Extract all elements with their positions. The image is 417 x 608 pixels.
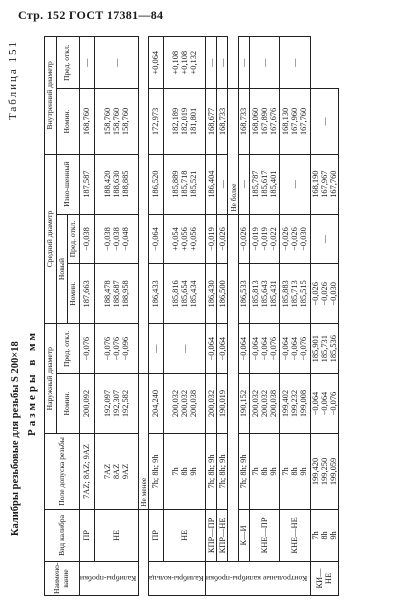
table-row (239, 37, 250, 596)
middle-nominal-value: 185,713 (290, 280, 300, 308)
outer-deviation-value: −0,064 (260, 336, 270, 361)
tolerance-field-value: 7h; 8h; 9h (239, 454, 249, 489)
tolerance-field-value: 7h; 8h; 9h (206, 454, 216, 489)
middle-worn (206, 154, 217, 214)
tolerance-field-value: 9h (189, 467, 199, 476)
tolerance-field-value: 8AZ (111, 463, 121, 480)
header-outer: Наружный диаметр (45, 324, 57, 434)
inner-nominal-value: 167,760 (328, 170, 338, 198)
middle-nominal (95, 264, 139, 324)
outer-deviation-value: −0,076 (299, 336, 309, 361)
middle-deviation (163, 214, 206, 264)
header-inner-nomin: Номин. (56, 89, 79, 154)
middle-deviation-value: −0,019 (260, 227, 270, 251)
calibre-type: КНЕ—ПР (249, 509, 279, 561)
middle-deviation-value: +0,056 (189, 227, 199, 251)
tolerance-field-value: 9AZ (120, 463, 130, 480)
middle-worn-value: — (239, 179, 249, 189)
inner-nominal-value: 181,801 (189, 107, 199, 136)
outer-nominal (280, 374, 310, 434)
middle-deviation-value: −0,026 (290, 227, 300, 251)
middle-deviation (310, 264, 338, 324)
outer-nominal-value: 204,240 (151, 389, 161, 418)
inner-nominal-value: 168,760 (82, 107, 92, 136)
table-row (310, 37, 338, 596)
inner-deviation (206, 37, 217, 89)
inner-deviation-value: +0,064 (151, 50, 161, 75)
marker-filler (138, 509, 148, 595)
calibre-table (44, 36, 339, 596)
outer-deviation (280, 324, 310, 374)
outer-deviation (206, 324, 217, 374)
outer-deviation-value: −0,076 (82, 336, 92, 361)
outer-deviation-value: — (180, 344, 190, 353)
middle-deviation (239, 214, 250, 264)
outer-nominal-value: 192,307 (111, 389, 121, 418)
inner-nominal (249, 89, 279, 154)
middle-deviation-value: −0,019 (206, 227, 216, 251)
header-mid-nomin: Номин. (68, 264, 80, 324)
middle-worn-value: 186,404 (206, 170, 216, 198)
outer-nominal-value: 192,582 (120, 389, 130, 418)
inner-nominal-value: 167,967 (319, 170, 329, 198)
inner-nominal (95, 89, 139, 154)
middle-deviation-value: −0,022 (269, 227, 279, 251)
outer-nominal-value: 199,250 (319, 457, 329, 486)
inner-deviation (217, 37, 228, 89)
inner-nominal-value: 167,960 (290, 107, 300, 136)
inner-nominal-value: 167,890 (260, 107, 270, 136)
calibre-type: ПР (79, 509, 95, 561)
middle-nominal (163, 264, 206, 324)
middle-nominal-value: 186,433 (151, 280, 161, 308)
tolerance-field-value: 7h (310, 531, 320, 540)
inner-deviation-value: +0,108 (171, 50, 181, 75)
outer-deviation-value: −0,076 (111, 336, 121, 361)
middle-nominal-value: 188,478 (102, 280, 112, 308)
middle-worn (163, 154, 206, 214)
group-label-g1 (79, 562, 138, 596)
marker-filler (228, 214, 239, 561)
inner-deviation-value: — (82, 58, 92, 67)
tolerance-field-value: 7h (171, 467, 181, 476)
middle-worn-value: 185,718 (180, 170, 190, 198)
middle-nominal (280, 264, 310, 324)
outer-deviation-value: −0,064 (310, 391, 320, 416)
table-body (79, 37, 338, 596)
tolerance-field (217, 434, 228, 510)
tolerance-field-value: 7h (281, 467, 291, 476)
outer-deviation-value: — (151, 344, 161, 353)
middle-deviation-value: +0,054 (171, 227, 181, 251)
outer-nominal (310, 434, 338, 510)
inner-nominal (280, 89, 310, 154)
inner-deviation-value: +0,132 (189, 50, 199, 75)
tolerance-field (79, 434, 95, 510)
calibre-type: К—И (239, 509, 250, 561)
outer-deviation (95, 324, 139, 374)
marker-row (138, 37, 148, 596)
tolerance-field (163, 434, 206, 510)
middle-nominal-value: 185,731 (319, 335, 329, 363)
middle-deviation-value: −0,048 (120, 227, 130, 251)
middle-worn (95, 154, 139, 214)
rotated-content (4, 36, 384, 596)
table-row (280, 37, 310, 596)
tolerance-field (148, 434, 163, 510)
middle-deviation-value: −0,026 (239, 227, 249, 251)
middle-nominal-value: 188,958 (120, 280, 130, 308)
outer-nominal (79, 374, 95, 434)
inner-nominal-value: 168,733 (239, 107, 249, 136)
middle-worn-value: 188,885 (120, 170, 130, 198)
header-pole: Поле допуска резьбы (45, 434, 80, 510)
inner-nominal-value: 168,130 (281, 107, 291, 136)
middle-worn (79, 154, 95, 214)
outer-nominal (249, 374, 279, 434)
header-outer-nomin: Номин. (56, 374, 79, 434)
header-noviy: Новый (56, 214, 68, 324)
outer-nominal-value: 199,008 (299, 389, 309, 418)
inner-nominal-value: 182,189 (171, 107, 181, 136)
outer-deviation (163, 324, 206, 374)
middle-worn (310, 214, 338, 264)
middle-worn (249, 154, 279, 214)
tolerance-field-value: 9h (328, 531, 338, 540)
outer-deviation-value: −0,064 (281, 336, 291, 361)
tolerance-field (249, 434, 279, 510)
middle-deviation-value: −0,019 (251, 227, 261, 251)
inner-deviation-value: +0,108 (180, 50, 190, 75)
outer-deviation-value: −0,076 (102, 336, 112, 361)
inner-deviation (280, 37, 310, 89)
middle-nominal-value: 185,901 (310, 335, 320, 363)
marker-row (228, 37, 239, 596)
tolerance-field (95, 434, 139, 510)
inner-nominal-value: 158,760 (111, 107, 121, 136)
tolerance-field-value: 7AZ; 8AZ; 9AZ (82, 444, 92, 499)
middle-nominal-value: 185,515 (299, 280, 309, 308)
outer-nominal-value: 200,032 (251, 389, 261, 418)
outer-nominal-value: 190,019 (217, 389, 227, 418)
middle-deviation (249, 214, 279, 264)
middle-nominal-value: 188,687 (111, 280, 121, 308)
table-row (249, 37, 279, 596)
middle-deviation (79, 214, 95, 264)
middle-worn-value: — (290, 179, 300, 189)
outer-deviation (239, 324, 250, 374)
middle-nominal-value: 186,430 (206, 280, 216, 308)
middle-nominal-value: 185,654 (180, 280, 190, 308)
middle-nominal (79, 264, 95, 324)
middle-nominal-value: 185,431 (269, 280, 279, 308)
header-inner: Внутренний диаметр (45, 37, 57, 155)
group-label-g2 (148, 562, 206, 596)
middle-nominal-value: 185,883 (281, 280, 291, 308)
outer-deviation-value: −0,064 (290, 336, 300, 361)
tolerance-field-value: 7AZ (102, 463, 112, 480)
tolerance-field (206, 434, 217, 510)
inner-nominal-value: 158,760 (102, 107, 112, 136)
middle-deviation-value: −0,026 (319, 282, 329, 306)
calibre-type: КПР—НЕ (217, 509, 228, 561)
inner-nominal-value: 167,676 (269, 107, 279, 136)
middle-nominal-value: 186,533 (239, 280, 249, 308)
outer-nominal-value: 190,152 (239, 389, 249, 418)
outer-nominal-value: 200,032 (206, 389, 216, 418)
middle-deviation (217, 214, 228, 264)
calibre-type: ПР (148, 509, 163, 561)
table-subtitle: Размеры в мм (26, 330, 38, 436)
group-label-g3 (206, 562, 310, 596)
middle-deviation-value: −0,026 (310, 282, 320, 306)
middle-worn (280, 154, 310, 214)
outer-nominal-value: 200,032 (260, 389, 270, 418)
middle-nominal-value: 185,434 (189, 280, 199, 308)
outer-nominal-value: 199,232 (290, 389, 300, 418)
table-head (45, 37, 80, 596)
outer-nominal-value: 200,038 (269, 389, 279, 418)
group-label-text: Калибры-кольца (148, 574, 204, 584)
outer-nominal-value: 192,097 (102, 389, 112, 418)
middle-worn-value: 185,889 (171, 170, 181, 198)
outer-deviation (79, 324, 95, 374)
outer-deviation-value: −0,064 (206, 336, 216, 361)
outer-deviation (310, 374, 338, 434)
outer-deviation-value: −0,076 (328, 391, 338, 416)
middle-nominal-value: 185,816 (171, 280, 181, 308)
table-row (148, 37, 163, 596)
inner-deviation (95, 37, 139, 89)
marker-ne_bolee: Не более (228, 89, 239, 214)
header-outer-pred: Пред. откл. (56, 324, 79, 374)
header-vid: Вид калибра (45, 509, 80, 561)
outer-deviation-value: −0,064 (217, 336, 227, 361)
outer-deviation-value: −0,076 (269, 336, 279, 361)
inner-nominal-value: 168,733 (217, 107, 227, 136)
tolerance-field (280, 434, 310, 510)
inner-nominal (217, 89, 228, 154)
inner-nominal-value: 158,760 (120, 107, 130, 136)
header-inner-pred: Пред. откл. (56, 37, 79, 89)
inner-deviation-value: — (206, 58, 216, 67)
middle-deviation-value: −0,030 (328, 282, 338, 306)
outer-deviation-value: −0,096 (120, 336, 130, 361)
middle-worn-value: 185,521 (189, 170, 199, 198)
tolerance-field-value: 8h (260, 467, 270, 476)
inner-nominal (79, 89, 95, 154)
tolerance-field-value: 9h (299, 467, 309, 476)
inner-nominal (163, 89, 206, 154)
header-naim: Наимено-вание (45, 562, 80, 596)
middle-nominal (239, 264, 250, 324)
outer-deviation (148, 324, 163, 374)
inner-deviation (148, 37, 163, 89)
middle-nominal (249, 264, 279, 324)
middle-worn-value: — (319, 234, 329, 244)
middle-worn-value: 185,787 (251, 170, 261, 198)
header-mid-pred: Пред. откл. (68, 214, 80, 264)
outer-nominal-value: 199,402 (281, 389, 291, 418)
calibre-type: НЕ (95, 509, 139, 561)
outer-deviation-value: −0,064 (251, 336, 261, 361)
middle-deviation-value: −0,038 (102, 227, 112, 251)
outer-nominal (95, 374, 139, 434)
tolerance-field (239, 434, 250, 510)
middle-nominal-value: 186,500 (217, 280, 227, 308)
outer-deviation (249, 324, 279, 374)
inner-nominal (148, 89, 163, 154)
table-row (217, 37, 228, 596)
inner-deviation-value: — (111, 58, 121, 67)
header-middle: Средний диаметр (45, 154, 57, 324)
middle-nominal (217, 264, 228, 324)
table-row (79, 37, 95, 596)
middle-nominal-value: 187,663 (82, 280, 92, 308)
outer-nominal (206, 374, 217, 434)
header-iznosh: Изно-шенный (56, 154, 79, 214)
inner-deviation (163, 37, 206, 89)
middle-nominal (206, 264, 217, 324)
calibre-type: КНЕ—НЕ (280, 509, 310, 561)
inner-nominal-value: 172,973 (151, 107, 161, 136)
outer-deviation-value: −0,064 (319, 391, 329, 416)
tolerance-field-value: 7h; 8h; 9h (217, 454, 227, 489)
middle-deviation-value: +0,056 (180, 227, 190, 251)
table-row (95, 37, 139, 596)
middle-worn-value: 186,520 (151, 170, 161, 198)
middle-deviation-value: −0,064 (151, 227, 161, 251)
middle-deviation-value: −0,026 (217, 227, 227, 251)
group-label-text: Контрольные калибры-пробки (206, 574, 308, 584)
inner-deviation-value: — (260, 58, 270, 67)
middle-worn-value: 188,420 (102, 170, 112, 198)
inner-deviation (79, 37, 95, 89)
middle-worn-value: 185,617 (260, 170, 270, 198)
outer-deviation-value: −0,064 (239, 336, 249, 361)
middle-deviation-value: −0,030 (299, 227, 309, 251)
middle-worn (239, 154, 250, 214)
middle-deviation-value: −0,038 (111, 227, 121, 251)
marker-ne_menee: Не менее (138, 374, 148, 510)
inner-deviation-value: — (239, 58, 249, 67)
group-label-text: Калибры-пробки (79, 574, 136, 584)
middle-deviation (148, 214, 163, 264)
inner-deviation (239, 37, 250, 89)
inner-nominal (239, 89, 250, 154)
middle-worn-value: 188,630 (111, 170, 121, 198)
calibre-type: НЕ (163, 509, 206, 561)
table-row (163, 37, 206, 596)
outer-nominal (148, 374, 163, 434)
outer-nominal-value: 200,092 (82, 389, 92, 418)
middle-deviation-value: −0,026 (281, 227, 291, 251)
middle-nominal (310, 324, 338, 374)
inner-deviation-value: — (290, 58, 300, 67)
outer-nominal-value: 199,420 (310, 457, 320, 486)
inner-nominal (310, 154, 338, 214)
tolerance-field-value: 7h (251, 467, 261, 476)
middle-worn-value: 185,401 (269, 170, 279, 198)
inner-deviation (249, 37, 279, 89)
inner-nominal-value: 167,760 (299, 107, 309, 136)
calibre-type: КПР—ПР (206, 509, 217, 561)
tolerance-field-value: 7h; 8h; 9h (151, 454, 161, 489)
inner-nominal-value: 182,019 (180, 107, 190, 136)
outer-deviation (217, 324, 228, 374)
middle-deviation-value: −0,038 (82, 227, 92, 251)
inner-deviation-value: — (217, 58, 227, 67)
inner-deviation-value: — (319, 117, 329, 126)
tolerance-field-value: 9h (269, 467, 279, 476)
tolerance-field-value: 8h (180, 467, 190, 476)
outer-nominal-value: 199,059 (328, 457, 338, 486)
middle-worn-value: 187,587 (82, 170, 92, 198)
inner-nominal-value: 168,060 (251, 107, 261, 136)
middle-worn-value: — (217, 179, 227, 189)
table-title: Калибры резьбовые для резьбы S 200×18 (10, 341, 21, 536)
table-row (206, 37, 217, 596)
inner-nominal-value: 168,190 (310, 170, 320, 198)
outer-nominal (239, 374, 250, 434)
middle-deviation (280, 214, 310, 264)
outer-nominal-value: 200,038 (189, 389, 199, 418)
calibre-type: КИ—НЕ (310, 562, 338, 596)
middle-worn (148, 154, 163, 214)
middle-deviation (206, 214, 217, 264)
page-header: Стр. 152 ГОСТ 17381—84 (18, 8, 164, 22)
outer-nominal-value: 200,032 (180, 389, 190, 418)
middle-nominal-value: 185,643 (260, 280, 270, 308)
outer-nominal (217, 374, 228, 434)
inner-nominal (206, 89, 217, 154)
middle-nominal-value: 185,813 (251, 280, 261, 308)
table-number: Таблица 151 (7, 40, 19, 121)
tolerance-field (310, 509, 338, 561)
middle-nominal (148, 264, 163, 324)
inner-deviation (310, 89, 338, 154)
middle-nominal-value: 185,536 (328, 335, 338, 363)
middle-deviation (95, 214, 139, 264)
middle-worn (217, 154, 228, 214)
outer-nominal-value: 200,032 (171, 389, 181, 418)
tolerance-field-value: 8h (290, 467, 300, 476)
inner-nominal-value: 168,677 (206, 107, 216, 136)
tolerance-field-value: 8h (319, 531, 329, 540)
outer-nominal (163, 374, 206, 434)
